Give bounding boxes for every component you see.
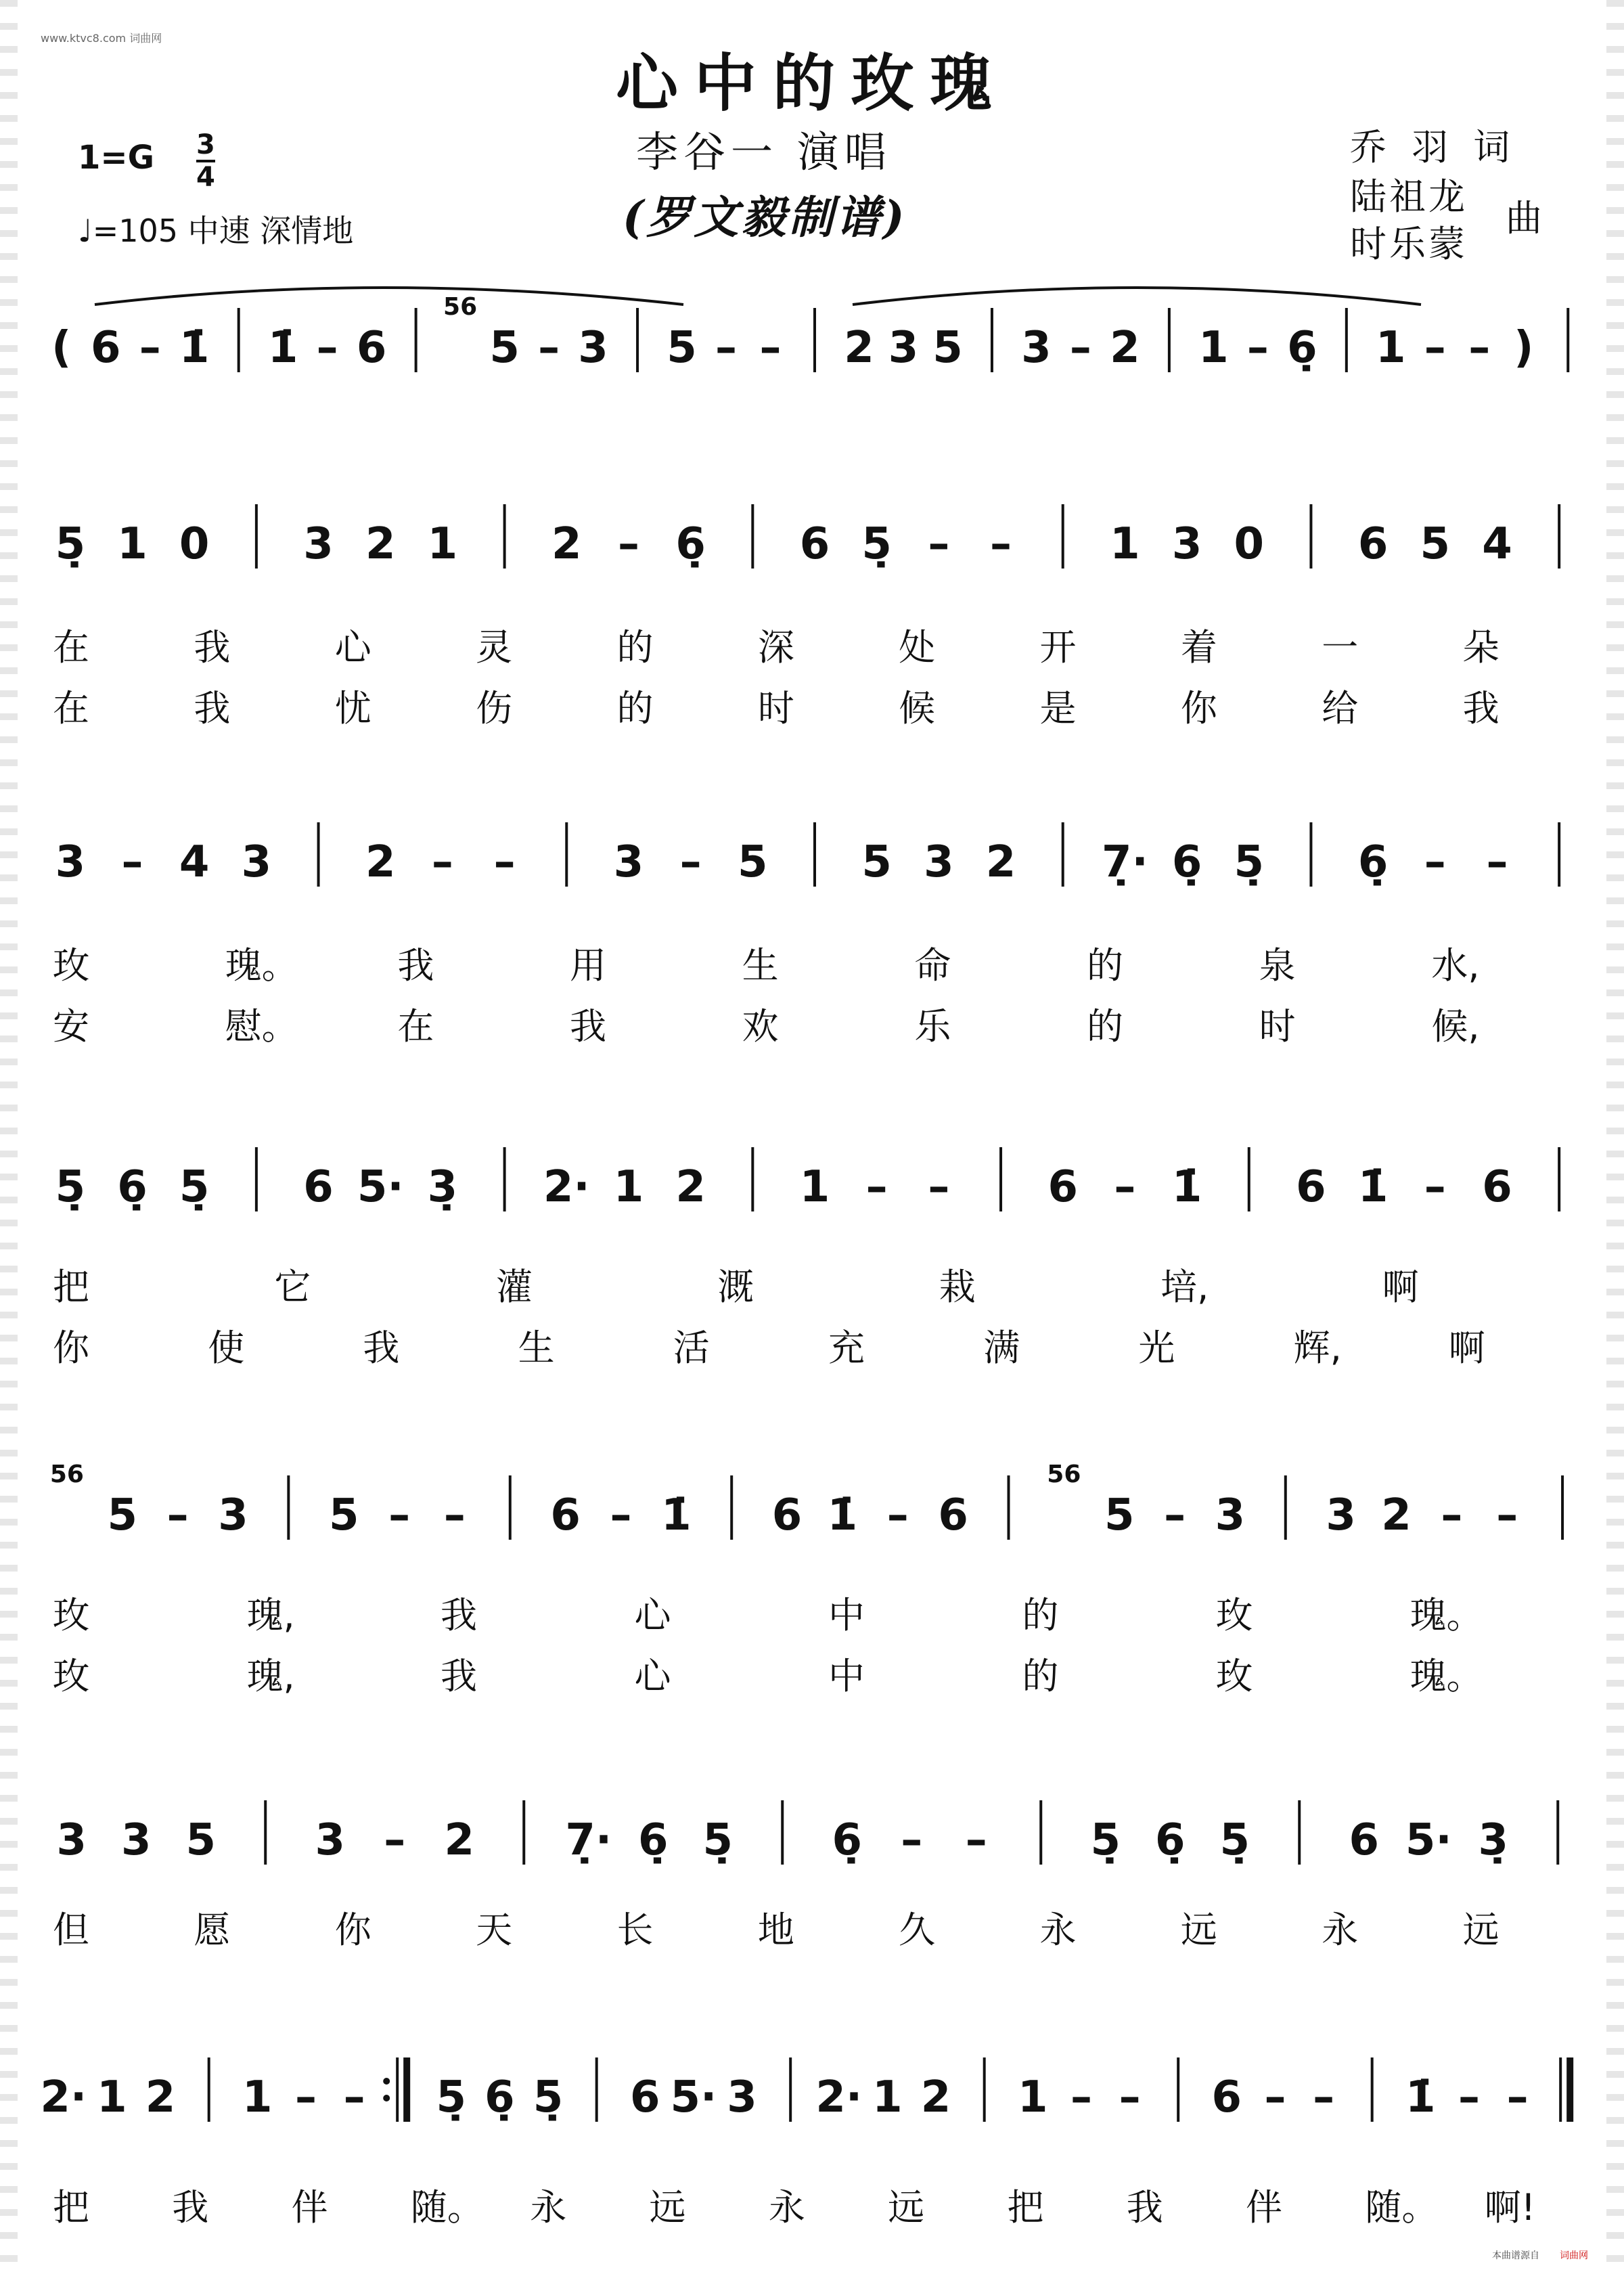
lyric-verse-1: 我 [397,944,434,987]
note: 3 [241,837,272,887]
note: – [679,837,702,887]
note: – [1119,2072,1141,2122]
lyric-verse-2: 瑰, [246,1655,295,1697]
note: 3 [727,2072,757,2122]
lyric-verse-2: 乐 [914,1005,951,1048]
note: 6̣ [1287,323,1317,373]
note: 6 [630,2072,660,2122]
note: – [139,323,161,373]
lyric-verse-1: 把 [1007,2186,1044,2229]
grace-note: 56 [443,293,478,321]
note: 6 [1349,1815,1380,1865]
tempo-marking: ♩=105 中速 深情地 [78,213,354,249]
note: – [493,837,516,887]
lyric-verse-1: 的 [616,626,654,669]
note: 5̣ [436,2072,467,2122]
lyric-verse-1: 远 [649,2186,686,2229]
arranger-credit: (罗文毅制谱) [623,191,907,244]
note: ) [1514,323,1534,373]
note: – [443,1490,466,1540]
lyric-verse-2: 伤 [476,687,513,730]
note: 3 [1021,323,1052,373]
note: 1 [799,1162,830,1212]
note: – [1496,1490,1518,1540]
lyric-verse-1: 命 [914,944,951,987]
note: 3 [55,837,86,887]
lyric-verse-1: 玫 [53,1594,89,1637]
note: 6 [1047,1162,1078,1212]
lyric-verse-1: 瑰, [246,1594,295,1637]
note: – [388,1490,411,1540]
lyric-verse-1: 远 [888,2186,925,2229]
lyric-verse-2: 我 [1462,687,1499,730]
note: – [759,323,782,373]
note: 1 [117,519,148,569]
note: 6 [771,1490,803,1540]
note: 1 [97,2072,127,2122]
key-signature: 1=G [78,139,155,177]
note: ( [51,323,72,373]
note: 5̣ [861,519,892,569]
grace-note: 56 [1047,1461,1081,1488]
lyric-verse-1: 我 [441,1594,477,1637]
lyric-verse-1: 灌 [495,1266,533,1308]
lyric-verse-2: 充 [828,1327,865,1369]
note: 3 [218,1490,248,1540]
note: – [316,323,338,373]
lyric-verse-2: 心 [634,1655,671,1697]
lyric-verse-2: 满 [983,1327,1020,1369]
lyric-verse-2: 欢 [742,1005,779,1048]
lyric-verse-1: 它 [274,1266,311,1308]
note: 1 [1110,519,1140,569]
lyric-verse-2: 给 [1322,687,1359,730]
lyric-verse-1: 的 [1022,1594,1059,1637]
lyric-verse-2: 忧 [334,687,371,730]
note: – [1246,323,1269,373]
footer-site: 词曲网 [1560,2250,1588,2261]
lyric-verse-2: 候 [899,687,936,730]
lyric-verse-1: 中 [828,1594,865,1637]
lyric-verse-1: 瑰。 [1409,1594,1483,1637]
note: 2 [444,1815,475,1865]
note: – [610,1490,632,1540]
slur [853,288,1421,305]
note: – [1070,2072,1092,2122]
note: – [928,1162,950,1212]
lyric-verse-2: 啊 [1448,1327,1485,1369]
lyric-verse-1: 把 [53,2186,89,2229]
note: 4 [1482,519,1512,569]
note: – [928,519,950,569]
lyric-verse-1: 长 [616,1909,654,1951]
note: 5 [738,837,768,887]
lyric-verse-1: 瑰。 [225,944,298,987]
note: 6̣ [1357,837,1389,887]
note: 7̣· [565,1815,612,1865]
note: 1̇ [1405,2072,1436,2122]
note: – [1264,2072,1286,2122]
note: 6 [1482,1162,1512,1212]
lyric-verse-2: 时 [757,687,794,730]
note: 7̣· [1101,837,1148,887]
lyric-verse-1: 泉 [1259,944,1296,987]
note: 2· [815,2072,863,2122]
footer-source: 本曲谱源自 [1492,2250,1539,2261]
lyric-verse-1: 永 [1322,1909,1359,1951]
lyric-verse-1: 啊 [1382,1266,1419,1308]
lyric-verse-2: 光 [1138,1327,1175,1369]
note: 2 [365,519,396,569]
note: 3 [1171,519,1202,569]
note: 5̣ [702,1815,734,1865]
note: 6 [938,1490,968,1540]
note: 3 [1326,1490,1356,1540]
note: 2 [145,2072,176,2122]
note: 3 [613,837,644,887]
repeat-dot [383,2078,390,2085]
note: 5̣ [55,1162,86,1212]
lyric-verse-1: 我 [1126,2186,1163,2229]
lyric-verse-1: 天 [476,1909,513,1951]
note: 2 [551,519,582,569]
lyric-verse-1: 着 [1180,626,1217,669]
note: – [715,323,738,373]
note: 5 [1104,1490,1135,1540]
lyric-verse-1: 永 [1039,1909,1077,1951]
lyric-verse-2: 我 [441,1655,477,1697]
lyric-verse-1: 我 [194,626,231,669]
lyric-verse-2: 你 [1180,687,1217,730]
lyric-verse-1: 你 [334,1909,371,1951]
note: 1 [872,2072,903,2122]
lyric-verse-1: 随。 [410,2186,484,2229]
note: 3 [120,1815,152,1865]
note: – [990,519,1012,569]
note: 6̣ [675,519,706,569]
lyric-verse-1: 愿 [194,1909,231,1951]
note: 1̇ [661,1490,692,1540]
lyric-verse-1: 远 [1462,1909,1499,1951]
note: 3̣ [427,1162,458,1212]
lyricist-credit: 乔 羽 词 [1350,126,1517,169]
lyric-verse-1: 的 [1087,944,1123,987]
note: 5̣ [1090,1815,1121,1865]
lyric-verse-1: 用 [570,944,606,987]
note: 6 [356,323,387,373]
lyric-verse-2: 玫 [53,1655,89,1697]
note: 6 [90,323,121,373]
note: 1 [242,2072,273,2122]
lyric-verse-1: 开 [1039,626,1077,669]
lyric-verse-2: 活 [673,1327,710,1369]
note: 1 [427,519,458,569]
lyric-verse-2: 在 [53,687,89,730]
lyric-verse-2: 慰。 [225,1005,298,1048]
note: – [865,1162,888,1212]
note: – [1424,837,1446,887]
note: – [1114,1162,1136,1212]
note: 5 [1420,519,1451,569]
note: 5· [1405,1815,1452,1865]
lyric-verse-1: 随。 [1365,2186,1439,2229]
note: 5 [328,1490,359,1540]
note: 0 [179,519,210,569]
lyric-verse-2: 玫 [1216,1655,1253,1697]
note: 6̣ [484,2072,515,2122]
note: – [343,2072,365,2122]
note: 1 [613,1162,644,1212]
lyric-verse-1: 心 [634,1594,671,1637]
lyric-verse-1: 玫 [1216,1594,1253,1637]
lyric-verse-1: 伴 [1246,2186,1283,2229]
lyric-verse-1: 地 [757,1909,794,1951]
note: 2 [675,1162,706,1212]
note: 2· [543,1162,590,1212]
lyric-verse-1: 栽 [939,1266,976,1308]
note: 3 [1215,1490,1246,1540]
note: 5 [667,323,697,373]
note: 5 [185,1815,217,1865]
note: – [901,1815,923,1865]
note: 3 [924,837,954,887]
lyric-verse-2: 的 [1087,1005,1123,1048]
note: 5 [489,323,520,373]
note: 6̣ [637,1815,669,1865]
lyric-verse-2: 安 [53,1005,89,1048]
lyric-verse-2: 生 [518,1327,555,1369]
lyric-verse-2: 你 [53,1327,89,1369]
note: 1̇ [267,323,298,373]
note: – [1468,323,1491,373]
lyric-verse-2: 中 [828,1655,865,1697]
note: 6 [1357,519,1389,569]
lyric-verse-1: 永 [768,2186,805,2229]
note: 1̇ [1357,1162,1389,1212]
note: – [1486,837,1508,887]
note: 6̣ [1171,837,1202,887]
note: 6 [303,1162,334,1212]
lyric-verse-1: 灵 [476,626,513,669]
note: 6 [550,1490,581,1540]
repeat-dot [383,2095,390,2101]
note: 6 [799,519,830,569]
lyric-verse-1: 朵 [1462,626,1499,669]
lyric-verse-2: 时 [1259,1005,1296,1048]
note: – [1424,323,1446,373]
note: 5· [357,1162,404,1212]
note: 5̣ [1219,1815,1250,1865]
composer-1: 陆祖龙 [1350,175,1468,218]
note: – [384,1815,406,1865]
lyric-verse-2: 候, [1431,1005,1480,1048]
lyric-verse-2: 瑰。 [1409,1655,1483,1697]
note: – [617,519,639,569]
note: 5 [107,1490,138,1540]
lyric-verse-2: 我 [570,1005,606,1048]
lyric-verse-1: 处 [899,626,936,669]
lyric-verse-2: 在 [397,1005,434,1048]
lyric-verse-1: 啊! [1484,2186,1536,2229]
note: – [1313,2072,1335,2122]
lyric-verse-2: 使 [208,1327,245,1369]
lyric-verse-1: 心 [334,626,371,669]
note: 3 [315,1815,346,1865]
composer-2: 时乐蒙 [1350,223,1468,265]
lyric-verse-1: 培, [1160,1266,1209,1308]
note: 6 [1211,2072,1242,2122]
note: 5̣ [55,519,86,569]
lyric-verse-1: 溉 [717,1266,754,1308]
lyric-verse-1: 我 [172,2186,209,2229]
note: 3̣ [1478,1815,1509,1865]
song-title: 心中的玫瑰 [615,47,1008,120]
note: 1̇ [827,1490,858,1540]
note: 1 [1198,323,1229,373]
note: 2 [920,2072,951,2122]
note: 5 [932,323,963,373]
note: 0 [1234,519,1265,569]
lyric-verse-1: 生 [742,944,779,987]
note: – [294,2072,317,2122]
composer-suffix: 曲 [1506,197,1549,240]
lyric-verse-1: 玫 [53,944,89,987]
lyric-verse-1: 水, [1431,944,1480,987]
lyric-verse-1: 伴 [291,2186,328,2229]
note: 2 [844,323,874,373]
note: 3 [578,323,608,373]
singer-credit: 李谷一 演唱 [636,127,892,177]
lyric-verse-1: 一 [1322,626,1359,669]
note: – [121,837,143,887]
note: 5̣ [1234,837,1265,887]
note: 3 [56,1815,87,1865]
time-numerator: 3 [196,130,215,162]
slur [95,288,683,305]
lyric-verse-2: 我 [194,687,231,730]
note: – [1164,1490,1186,1540]
note: – [965,1815,987,1865]
lyric-verse-2: 辉, [1293,1327,1342,1369]
note: – [431,837,453,887]
note: 6̣ [1154,1815,1186,1865]
note: – [166,1490,189,1540]
lyric-verse-1: 远 [1180,1909,1217,1951]
lyric-verse-1: 但 [53,1909,89,1951]
note: 5̣ [179,1162,210,1212]
lyric-verse-1: 深 [757,626,794,669]
note: 1̇ [179,323,210,373]
note: 2 [985,837,1016,887]
note: 1 [1018,2072,1048,2122]
lyric-verse-2: 的 [616,687,654,730]
note: 2 [1110,323,1140,373]
note: 3 [303,519,334,569]
note: – [1441,1490,1463,1540]
lyric-verse-1: 久 [899,1909,936,1951]
note: – [1424,1162,1446,1212]
note: 2 [365,837,396,887]
note: 5̣ [533,2072,564,2122]
lyric-verse-2: 的 [1022,1655,1059,1697]
note: 4 [179,837,210,887]
note: – [538,323,560,373]
note: 1̇ [1171,1162,1202,1212]
lyric-verse-2: 是 [1039,687,1077,730]
note: 6 [1296,1162,1326,1212]
note: 6̣ [117,1162,148,1212]
note: 2· [40,2072,87,2122]
note: 5· [670,2072,717,2122]
lyric-verse-2: 我 [363,1327,400,1369]
note: 6̣ [832,1815,863,1865]
note: 2 [1381,1490,1412,1540]
note: – [1506,2072,1529,2122]
note: 3 [888,323,919,373]
time-denominator: 4 [196,162,215,193]
site-watermark: www.ktvc8.com 词曲网 [41,32,162,45]
lyric-verse-1: 永 [530,2186,567,2229]
note: 1 [1376,323,1406,373]
lyric-verse-1: 把 [53,1266,89,1308]
grace-note: 56 [49,1461,84,1488]
note: 5 [861,837,892,887]
note: – [1458,2072,1480,2122]
lyric-verse-1: 在 [53,626,89,669]
note: – [1069,323,1091,373]
note: – [886,1490,909,1540]
